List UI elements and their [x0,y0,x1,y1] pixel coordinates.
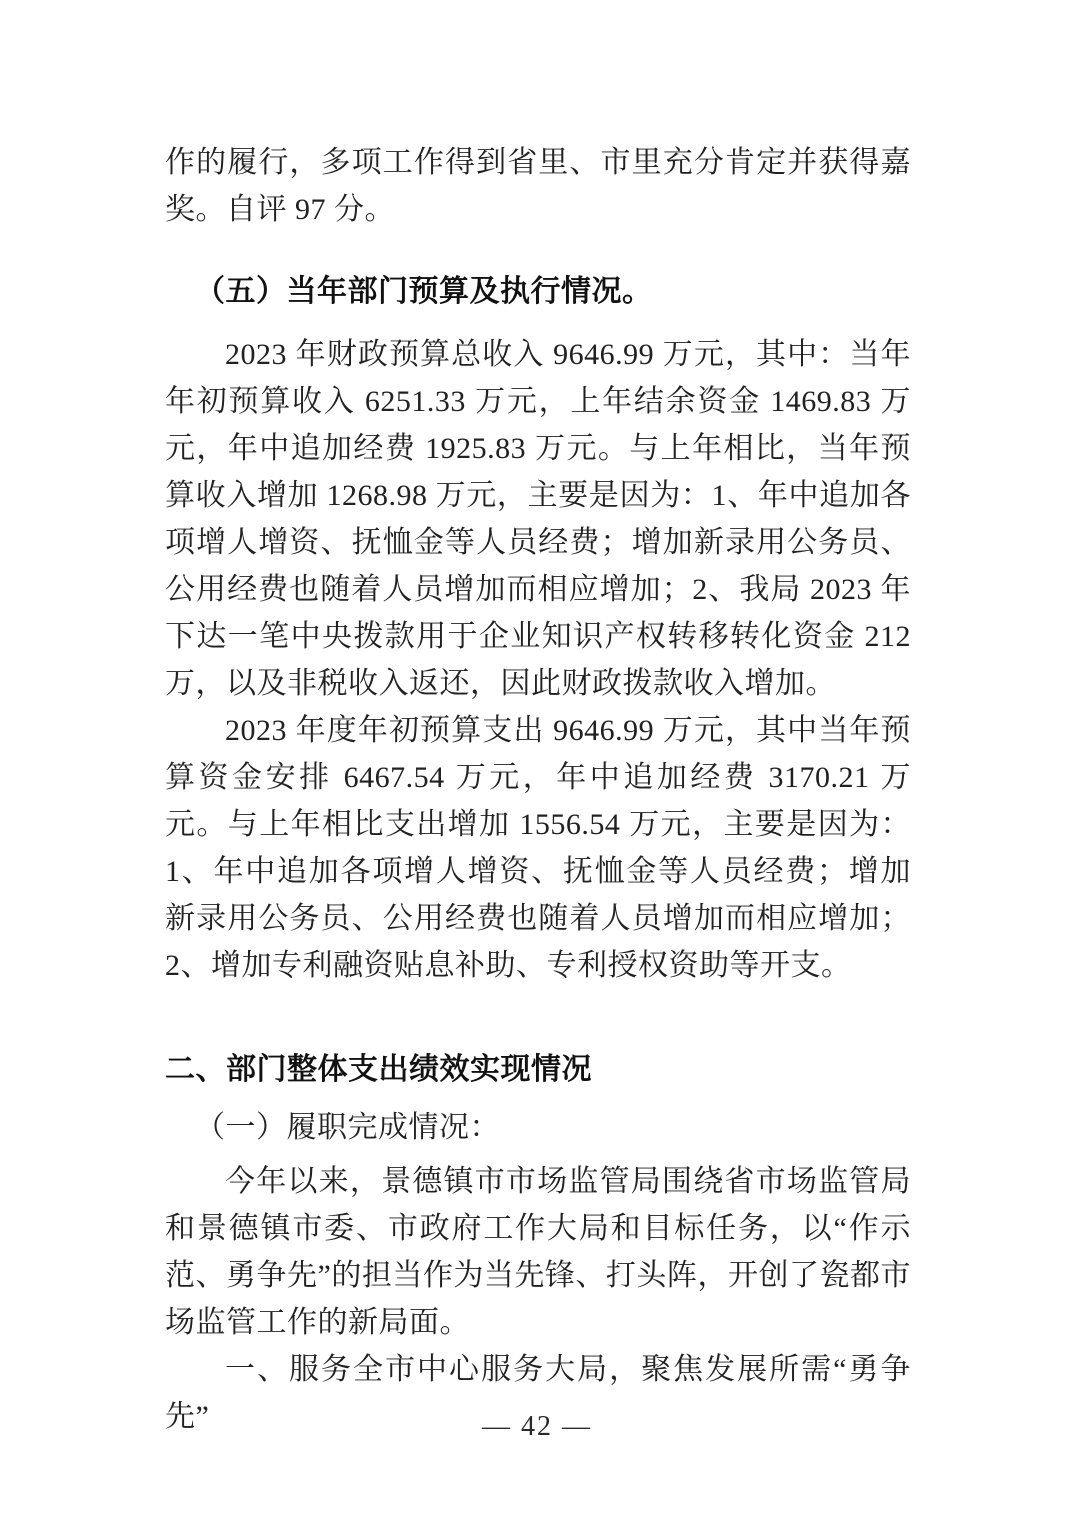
page-content [165,139,911,1440]
paragraph-budget-expenditure: 2023 年度年初预算支出 9646.99 万元，其中当年预算资金安排 6467.54 万元，年中追加经费 3170.21 万元。与上年相比支出增加 1556.54 万元，主要是因为：1、年中追加各项增人增资、抚恤金等人员经费；增加新录用公务员、公用经费也随着人员增加而相应增加；2、增加专利融资贴息补助、专利授权资助等开支。 [165,714,911,982]
subsection-heading-duty-completion: （一）履职完成情况： [195,1111,500,1144]
section-heading-budget-execution: （五）当年部门预算及执行情况。 [195,275,653,308]
paragraph-serve-city-line: 一、服务全市中心服务大局，聚焦发展所需“勇争先” [165,1353,911,1433]
paragraph-budget-revenue: 2023 年财政预算总收入 9646.99 万元，其中：当年年初预算收入 6251.33 万元，上年结余资金 1469.83 万元，年中追加经费 1925.83 万元。与上年相比，当年预算收入增加 1268.98 万元，主要是因为：1、年中追加各项增人增资、抚恤金等人员经费；增加新录用公务员、公用经费也随着人员增加而相应增加；2、我局 2023 年下达一笔中央拨款用于企业知识产权转移转化资金 212 万，以及非税收入返还，因此财政拨款收入增加。 [165,338,911,700]
paragraph-continuation: 作的履行，多项工作得到省里、市里充分肯定并获得嘉奖。自评 97 分。 [165,146,911,226]
paragraph-duty-overview: 今年以来，景德镇市市场监管局围绕省市场监管局和景德镇市委、市政府工作大局和目标任务，以“作示范、勇争先”的担当作为当先锋、打头阵，开创了瓷都市场监管工作的新局面。 [165,1165,911,1339]
chapter-heading-performance: 二、部门整体支出绩效实现情况 [165,1053,592,1086]
page-number: — 42 — [482,1411,592,1442]
